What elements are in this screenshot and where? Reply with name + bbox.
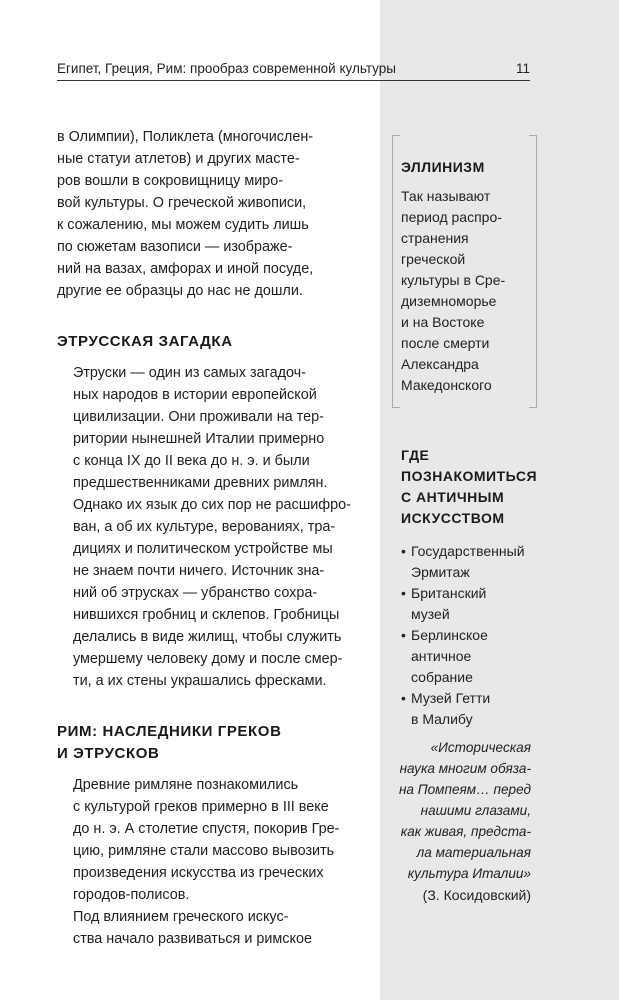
where-to-see-section bbox=[401, 445, 538, 730]
hellenism-title: ЭЛЛИНИЗМ bbox=[401, 159, 485, 175]
museum-name-line: • Британский bbox=[411, 585, 487, 601]
text-line: ван, а об их культуре, верованиях, тра- bbox=[73, 519, 336, 535]
text-line: ний на вазах, амфорах и иной посуде, bbox=[57, 261, 314, 277]
text-line: «Историческая bbox=[430, 740, 531, 755]
heading-line: ПОЗНАКОМИТЬСЯ bbox=[401, 468, 538, 484]
museum-name-line: • Музей Гетти bbox=[411, 690, 491, 706]
text-line: Александра bbox=[401, 356, 479, 372]
page-number: 11 bbox=[515, 61, 530, 76]
museum-name-line: собрание bbox=[411, 669, 473, 685]
text-line: дициях и политическом устройстве мы bbox=[73, 541, 333, 557]
text-line: умершему человеку дому и после смер- bbox=[73, 651, 343, 667]
quote-author: (З. Косидовский) bbox=[422, 887, 531, 903]
text-line: предшественниками древних римлян. bbox=[73, 475, 328, 491]
museum-name-line: в Малибу bbox=[411, 711, 473, 727]
main-column bbox=[57, 126, 362, 950]
text-line: и на Востоке bbox=[401, 314, 485, 330]
heading-line: С АНТИЧНЫМ bbox=[401, 489, 505, 505]
heading-line: ИСКУССТВОМ bbox=[401, 510, 505, 526]
rome-paragraph-2 bbox=[57, 906, 362, 950]
running-title: Египет, Греция, Рим: прообраз современной культуры bbox=[57, 61, 396, 76]
list-item bbox=[401, 688, 531, 730]
museum-name-line: • Берлинское bbox=[411, 627, 488, 643]
text-line: не знаем почти ничего. Источник зна- bbox=[73, 563, 325, 579]
section-heading-etruscan: ЭТРУССКАЯ ЗАГАДКА bbox=[57, 333, 233, 350]
text-line: Под влиянием греческого искус- bbox=[73, 909, 289, 925]
museum-name-line: античное bbox=[411, 648, 472, 664]
text-line: произведения искусства из греческих bbox=[73, 865, 324, 881]
where-title bbox=[401, 445, 538, 529]
list-item bbox=[401, 625, 531, 688]
text-line: цию, римляне стали массово вывозить bbox=[73, 843, 335, 859]
etruscan-paragraph bbox=[57, 362, 362, 692]
text-line: делались в виде жилищ, чтобы служить bbox=[73, 629, 342, 645]
hellenism-box bbox=[392, 135, 537, 408]
text-line: Однако их язык до сих пор не расшифро- bbox=[73, 497, 351, 513]
text-line: ные статуи атлетов) и других масте- bbox=[57, 151, 300, 167]
text-line: нившихся гробниц и склепов. Гробницы bbox=[73, 607, 340, 623]
text-line: ти, а их стены украшались фресками. bbox=[73, 673, 327, 689]
heading-line: И ЭТРУСКОВ bbox=[57, 745, 160, 762]
text-line: с конца IX до II века до н. э. и были bbox=[73, 453, 310, 469]
text-line: диземноморье bbox=[401, 293, 497, 309]
text-line: ных народов в истории европейской bbox=[73, 387, 317, 403]
text-line: ла материальная bbox=[416, 845, 531, 860]
text-line: ний об этрусках — убранство сохра- bbox=[73, 585, 318, 601]
text-line: с культурой греков примерно в III веке bbox=[73, 799, 329, 815]
text-line: вой культуры. О греческой живописи, bbox=[57, 195, 307, 211]
text-line: Древние римляне познакомились bbox=[73, 777, 299, 793]
text-line: ства начало развиваться и римское bbox=[73, 931, 312, 947]
text-line: в Олимпии), Поликлета (многочислен- bbox=[57, 129, 314, 145]
text-line: до н. э. А столетие спустя, покорив Гре- bbox=[73, 821, 340, 837]
text-line: культура Италии» bbox=[407, 866, 531, 881]
text-line: Македонского bbox=[401, 377, 492, 393]
text-line: другие ее образцы до нас не дошли. bbox=[57, 283, 303, 299]
heading-line: РИМ: НАСЛЕДНИКИ ГРЕКОВ bbox=[57, 723, 282, 740]
rome-paragraph-1 bbox=[57, 774, 362, 906]
list-item bbox=[401, 541, 531, 583]
text-line: Этруски — один из самых загадоч- bbox=[73, 365, 306, 381]
text-line: период распро- bbox=[401, 209, 502, 225]
text-line: культуры в Сре- bbox=[401, 272, 506, 288]
text-line: Так называют bbox=[401, 188, 491, 204]
text-line: странения bbox=[401, 230, 469, 246]
text-line: нашими глазами, bbox=[420, 803, 531, 818]
museum-name-line: Эрмитаж bbox=[411, 564, 470, 580]
hellenism-definition bbox=[401, 186, 531, 396]
text-line: на Помпеям… перед bbox=[398, 782, 531, 797]
quote-text bbox=[398, 737, 531, 884]
text-line: городов-полисов. bbox=[73, 887, 190, 903]
heading-line: ГДЕ bbox=[401, 447, 430, 463]
text-line: наука многим обяза- bbox=[399, 761, 531, 776]
running-header bbox=[57, 60, 530, 82]
intro-paragraph bbox=[57, 126, 362, 302]
museum-name-line: • Государственный bbox=[411, 543, 525, 559]
text-line: по сюжетам вазописи — изображе- bbox=[57, 239, 293, 255]
museum-list bbox=[401, 541, 531, 730]
text-line: цивилизации. Они проживали на тер- bbox=[73, 409, 324, 425]
text-line: ритории нынешней Италии примерно bbox=[73, 431, 325, 447]
list-item bbox=[401, 583, 531, 625]
box-bracket-left bbox=[392, 135, 400, 408]
section-heading-rome bbox=[57, 721, 362, 765]
text-line: к сожалению, мы можем судить лишь bbox=[57, 217, 309, 233]
text-line: ров вошли в сокровищницу миро- bbox=[57, 173, 284, 189]
text-line: после смерти bbox=[401, 335, 490, 351]
text-line: как живая, предста- bbox=[400, 824, 531, 839]
text-line: греческой bbox=[401, 251, 466, 267]
museum-name-line: музей bbox=[411, 606, 450, 622]
quote-block bbox=[398, 737, 531, 906]
header-rule bbox=[57, 80, 530, 81]
